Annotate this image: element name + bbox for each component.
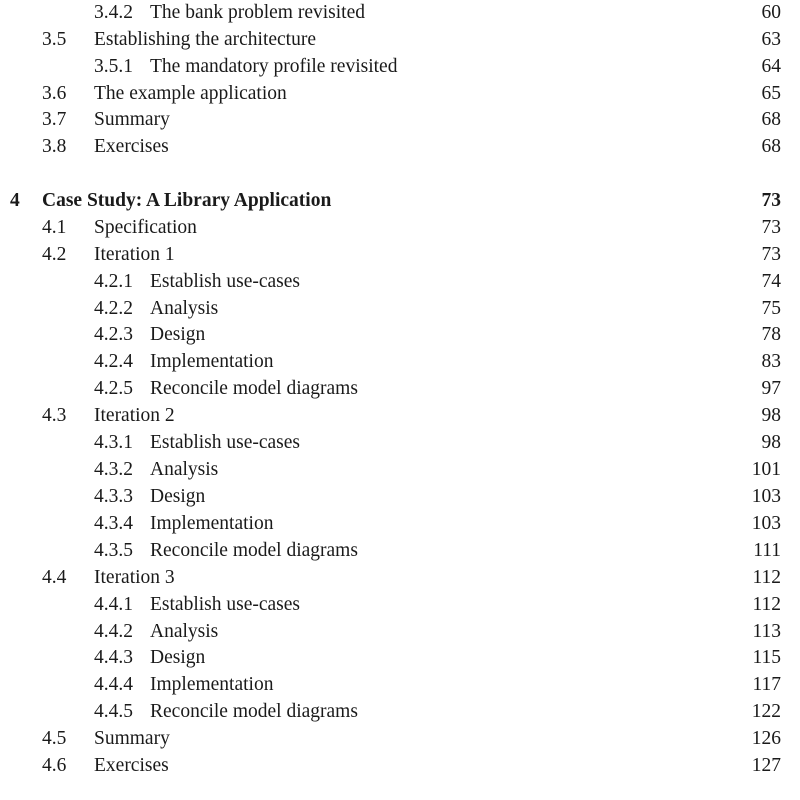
toc-entry-title: Analysis: [150, 621, 219, 642]
toc-entry-number: 4.3: [42, 405, 67, 426]
toc-entry-number: 4.4.3: [94, 647, 133, 668]
toc-entry-number: 4.2.1: [94, 271, 133, 292]
toc-entry-page-number: 127: [751, 755, 781, 776]
toc-entry-number: 4.2.2: [94, 298, 133, 319]
toc-entry-page-number: 63: [761, 29, 781, 50]
toc-subsection-entry[interactable]: [0, 54, 800, 80]
toc-section-entry[interactable]: [0, 753, 800, 779]
toc-subsection-entry[interactable]: [0, 699, 800, 725]
toc-entry-page-number: 68: [761, 109, 781, 130]
toc-subsection-entry[interactable]: [0, 484, 800, 510]
toc-entry-page-number: 117: [752, 674, 781, 695]
toc-section-entry[interactable]: [0, 565, 800, 591]
toc-entry-page-number: 98: [761, 432, 781, 453]
toc-entry-number: 3.5.1: [94, 56, 133, 77]
toc-entry-page-number: 74: [761, 271, 781, 292]
toc-subsection-entry[interactable]: [0, 430, 800, 456]
toc-entry-page-number: 112: [752, 594, 781, 615]
toc-subsection-entry[interactable]: [0, 269, 800, 295]
toc-entry-number: 4.6: [42, 755, 67, 776]
toc-entry-number: 3.5: [42, 29, 67, 50]
toc-subsection-entry[interactable]: [0, 0, 800, 26]
toc-entry-title: Design: [150, 486, 206, 507]
toc-entry-page-number: 103: [751, 486, 781, 507]
toc-entry-number: 4.3.4: [94, 513, 133, 534]
toc-entry-title: Establish use-cases: [150, 432, 301, 453]
toc-subsection-entry[interactable]: [0, 538, 800, 564]
toc-entry-title: Reconcile model diagrams: [150, 378, 358, 399]
toc-entry-title: Iteration 3: [94, 567, 175, 588]
toc-entry-page-number: 68: [761, 136, 781, 157]
toc-subsection-entry[interactable]: [0, 511, 800, 537]
toc-entry-page-number: 122: [751, 701, 781, 722]
toc-entry-number: 4.3.2: [94, 459, 133, 480]
toc-section-entry[interactable]: [0, 107, 800, 133]
toc-entry-page-number: 83: [761, 351, 781, 372]
toc-entry-title: Specification: [94, 217, 197, 238]
toc-entry-title: The mandatory profile revisited: [150, 56, 398, 77]
toc-entry-page-number: 113: [752, 621, 781, 642]
toc-subsection-entry[interactable]: [0, 672, 800, 698]
toc-entry-title: Iteration 2: [94, 405, 175, 426]
toc-entry-number: 4.4.5: [94, 701, 133, 722]
toc-entry-page-number: 98: [761, 405, 781, 426]
toc-entry-page-number: 103: [751, 513, 781, 534]
toc-section-entry[interactable]: [0, 215, 800, 241]
toc-section-entry[interactable]: [0, 27, 800, 53]
toc-entry-number: 4.4.4: [94, 674, 133, 695]
toc-subsection-entry[interactable]: [0, 592, 800, 618]
toc-entry-title: Analysis: [150, 459, 219, 480]
toc-entry-title: Summary: [94, 728, 170, 749]
toc-entry-page-number: 101: [751, 459, 781, 480]
toc-entry-number: 4.2: [42, 244, 67, 265]
toc-entry-page-number: 60: [761, 2, 781, 23]
toc-subsection-entry[interactable]: [0, 376, 800, 402]
toc-section-entry[interactable]: [0, 726, 800, 752]
toc-section-entry[interactable]: [0, 403, 800, 429]
toc-entry-page-number: 75: [761, 298, 781, 319]
toc-subsection-entry[interactable]: [0, 296, 800, 322]
toc-entry-title: Summary: [94, 109, 170, 130]
toc-entry-page-number: 126: [751, 728, 781, 749]
toc-entry-page-number: 112: [752, 567, 781, 588]
toc-entry-title: Implementation: [150, 351, 274, 372]
toc-entry-page-number: 115: [752, 647, 781, 668]
toc-entry-number: 4.4: [42, 567, 67, 588]
toc-entry-number: 3.8: [42, 136, 67, 157]
toc-entry-number: 4.2.3: [94, 324, 133, 345]
toc-entry-number: 4: [10, 190, 20, 211]
toc-entry-number: 4.3.3: [94, 486, 133, 507]
toc-entry-number: 3.7: [42, 109, 67, 130]
toc-entry-page-number: 65: [761, 83, 781, 104]
toc-entry-number: 4.4.1: [94, 594, 133, 615]
toc-entry-title: The bank problem revisited: [150, 2, 365, 23]
toc-section-entry[interactable]: [0, 81, 800, 107]
toc-entry-page-number: 111: [753, 540, 781, 561]
toc-entry-title: Implementation: [150, 513, 274, 534]
toc-subsection-entry[interactable]: [0, 322, 800, 348]
toc-entry-title: Design: [150, 324, 206, 345]
toc-entry-title: Reconcile model diagrams: [150, 701, 358, 722]
toc-entry-number: 4.2.4: [94, 351, 133, 372]
toc-entry-page-number: 73: [761, 190, 781, 211]
toc-entry-number: 4.5: [42, 728, 67, 749]
toc-entry-title: Exercises: [94, 755, 169, 776]
toc-subsection-entry[interactable]: [0, 349, 800, 375]
toc-subsection-entry[interactable]: [0, 619, 800, 645]
toc-entry-title: Establish use-cases: [150, 594, 301, 615]
toc-entry-title: Iteration 1: [94, 244, 175, 265]
toc-entry-number: 3.6: [42, 83, 67, 104]
toc-entry-page-number: 73: [761, 244, 781, 265]
toc-entry-title: The example application: [94, 83, 287, 104]
toc-entry-title: Case Study: A Library Application: [42, 190, 332, 211]
toc-entry-number: 3.4.2: [94, 2, 133, 23]
toc-entry-title: Establish use-cases: [150, 271, 301, 292]
toc-subsection-entry[interactable]: [0, 457, 800, 483]
toc-entry-title: Exercises: [94, 136, 169, 157]
toc-entry-number: 4.4.2: [94, 621, 133, 642]
toc-entry-title: Analysis: [150, 298, 219, 319]
toc-entry-title: Implementation: [150, 674, 274, 695]
toc-entry-page-number: 78: [761, 324, 781, 345]
toc-entry-title: Reconcile model diagrams: [150, 540, 358, 561]
toc-entry-page-number: 64: [761, 56, 781, 77]
toc-entry-title: Establishing the architecture: [94, 29, 317, 50]
toc-section-entry[interactable]: [0, 134, 800, 160]
toc-section-entry[interactable]: [0, 242, 800, 268]
toc-entry-page-number: 97: [761, 378, 781, 399]
toc-subsection-entry[interactable]: [0, 645, 800, 671]
toc-chapter-entry[interactable]: [0, 188, 800, 214]
toc-entry-number: 4.1: [42, 217, 67, 238]
toc-entry-page-number: 73: [761, 217, 781, 238]
toc-entry-number: 4.3.5: [94, 540, 133, 561]
toc-entry-number: 4.3.1: [94, 432, 133, 453]
toc-entry-title: Design: [150, 647, 206, 668]
toc-entry-number: 4.2.5: [94, 378, 133, 399]
